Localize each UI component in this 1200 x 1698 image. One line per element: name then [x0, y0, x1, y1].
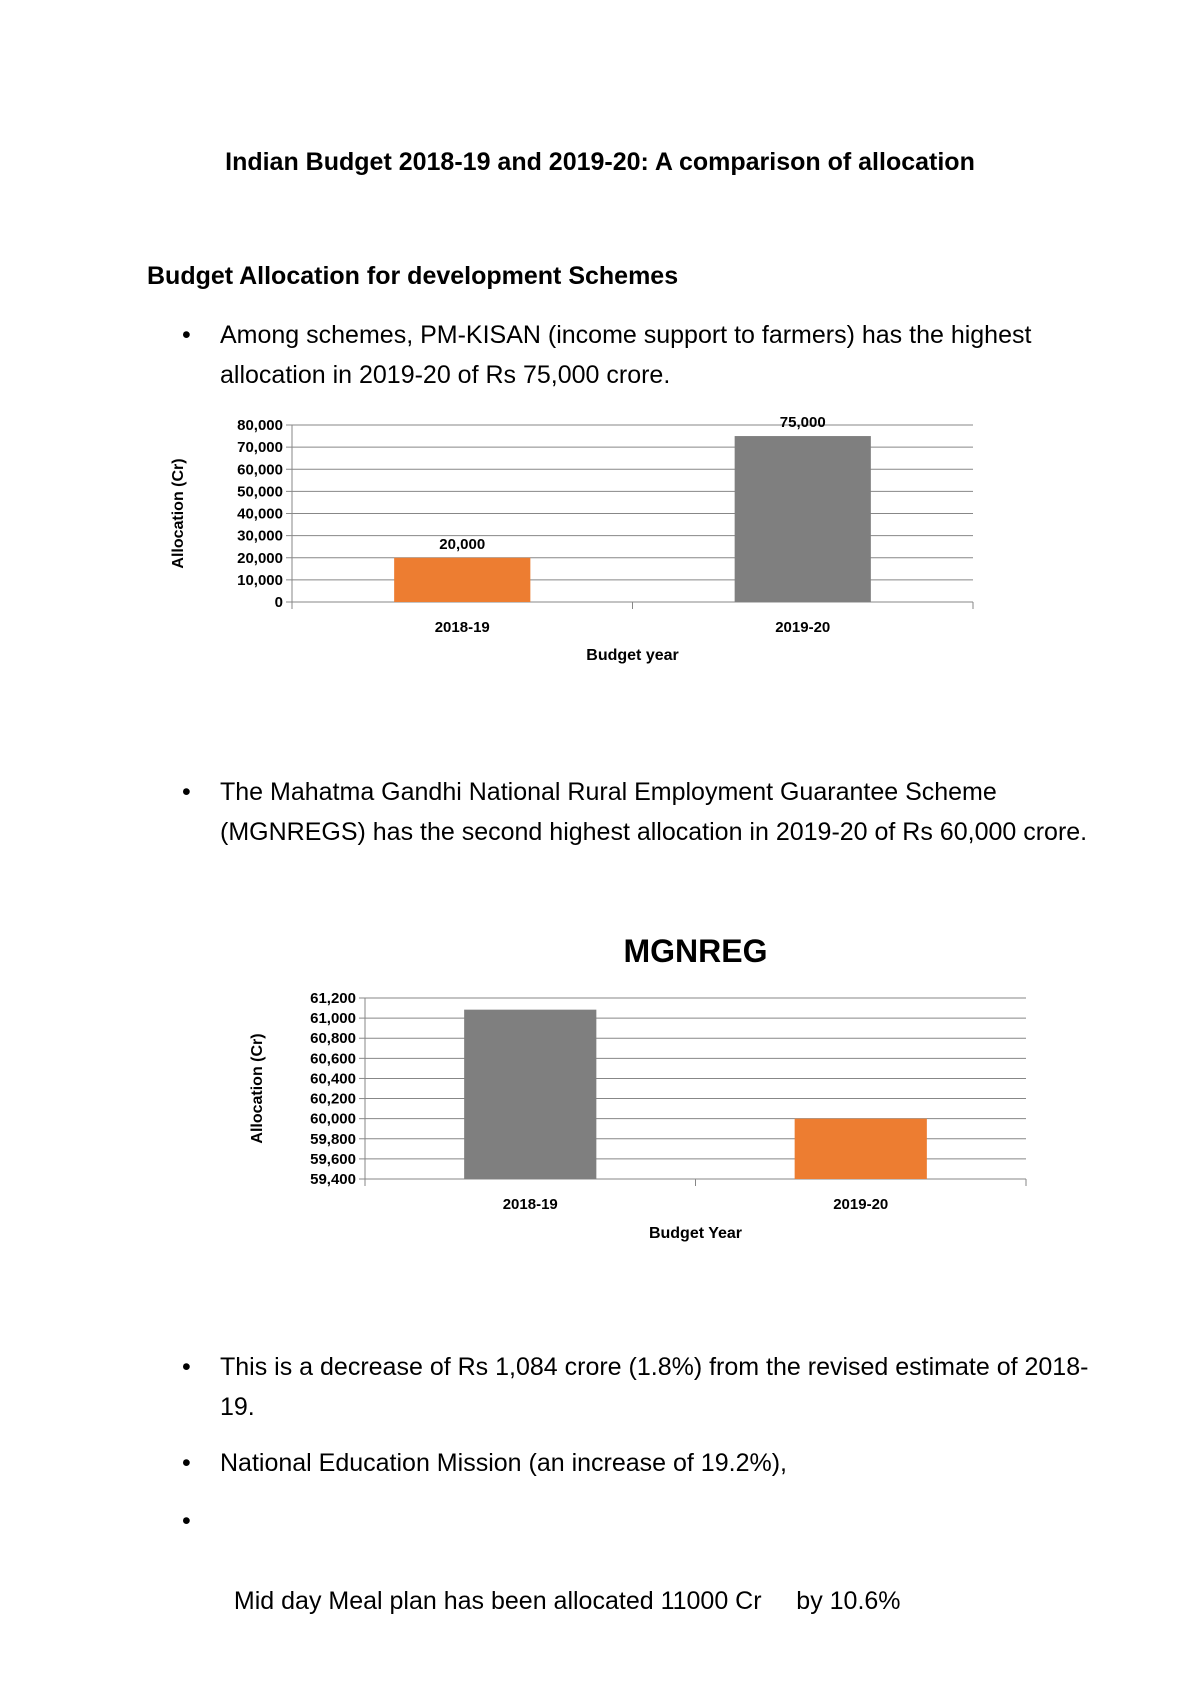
y-tick-label: 60,000: [237, 461, 283, 479]
bullet-icon: •: [182, 1449, 191, 1477]
y-tick-label: 80,000: [237, 417, 283, 434]
mgnreg-bar-chart: [230, 925, 1060, 1255]
y-tick-label: 61,000: [310, 1010, 356, 1028]
y-tick-label: 20,000: [237, 549, 283, 567]
y-tick-label: 60,400: [310, 1070, 356, 1088]
bullet-icon: •: [182, 778, 191, 806]
y-axis-label: Allocation (Cr): [249, 1033, 266, 1144]
bullet-item-mgnregs: [182, 772, 1100, 852]
bar-2019-20: [795, 1119, 927, 1179]
bar-2019-20: [735, 436, 871, 602]
bullet-text: The Mahatma Gandhi National Rural Employment Guarantee Scheme (MGNREGS) has the second highest allocation in 2019-20 of Rs 60,000 crore.: [220, 778, 1088, 846]
y-tick-label: 40,000: [237, 505, 283, 523]
x-axis-label: Budget year: [586, 647, 679, 664]
x-axis-label: Budget Year: [648, 1225, 743, 1242]
y-tick-label: 60,200: [310, 1090, 356, 1108]
y-tick-label: 61,200: [310, 990, 356, 1007]
y-tick-label: 59,400: [310, 1171, 356, 1188]
bullet-item-pm-kisan: [182, 315, 1100, 395]
page-title: Indian Budget 2018-19 and 2019-20: A comparison of allocation: [225, 148, 975, 176]
y-tick-label: 60,600: [310, 1050, 356, 1068]
bar-2018-19: [394, 558, 530, 602]
y-tick-label: 60,800: [310, 1030, 356, 1048]
bullet-item-mid-day-meal: [182, 1501, 1100, 1621]
bar-2018-19: [464, 1010, 596, 1179]
y-tick-label: 50,000: [237, 483, 283, 501]
bullet-item-decrease: [182, 1347, 1100, 1427]
y-tick-label: 70,000: [237, 439, 283, 457]
x-tick-label: 2019-20: [775, 619, 831, 636]
chart-title: MGNREG: [623, 933, 768, 969]
y-tick-label: 10,000: [237, 571, 283, 589]
x-tick-label: 2018-19: [502, 1196, 558, 1213]
data-label: 20,000: [439, 535, 486, 553]
y-tick-label: 59,600: [310, 1150, 356, 1168]
y-axis-label: Allocation (Cr): [170, 458, 187, 569]
bullet-icon: •: [182, 321, 191, 349]
bullet-item-education: [182, 1443, 1100, 1483]
y-tick-label: 60,000: [310, 1110, 356, 1128]
bullet-text: This is a decrease of Rs 1,084 crore (1.8%) from the revised estimate of 2018-19.: [220, 1353, 1089, 1421]
bullet-text: Mid day Meal plan has been allocated 11000 Cr by 10.6%: [233, 1587, 901, 1615]
x-tick-label: 2019-20: [833, 1196, 889, 1213]
section-heading: Budget Allocation for development Schemes: [147, 262, 679, 290]
x-tick-label: 2018-19: [434, 619, 490, 636]
bullet-text: National Education Mission (an increase of 19.2%),: [220, 1449, 787, 1477]
bullet-icon: •: [182, 1507, 191, 1535]
y-tick-label: 59,800: [310, 1130, 356, 1148]
bullet-text: Among schemes, PM-KISAN (income support to farmers) has the highest allocation in 2019-20 of Rs 75,000 crore.: [220, 321, 1032, 389]
bullet-icon: •: [182, 1353, 191, 1381]
y-tick-label: 30,000: [237, 527, 283, 545]
y-tick-label: 0: [274, 594, 283, 611]
pm-kisan-bar-chart: [150, 410, 990, 670]
data-label: 75,000: [779, 414, 826, 432]
